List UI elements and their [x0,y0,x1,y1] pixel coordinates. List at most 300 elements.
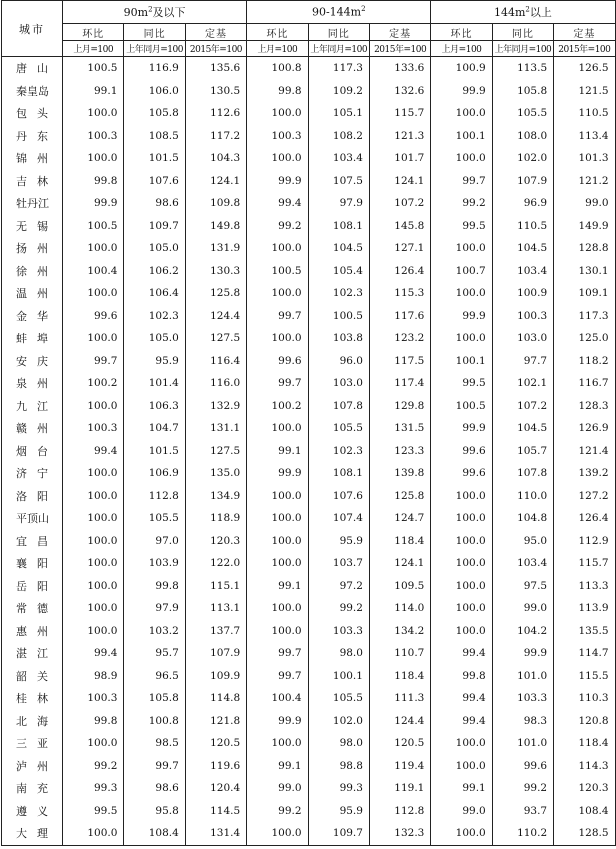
value-cell: 99.8 [247,80,308,103]
city-column-header: 城市 [2,1,63,57]
value-cell: 99.3 [308,777,369,800]
value-cell: 149.9 [554,215,615,238]
value-cell: 103.0 [308,372,369,395]
value-cell: 126.9 [554,417,615,440]
value-cell: 95.9 [308,530,369,553]
value-cell: 101.4 [124,372,185,395]
value-cell: 100.1 [431,350,492,373]
value-cell: 100.4 [247,687,308,710]
value-cell: 139.2 [554,462,615,485]
value-cell: 97.9 [124,597,185,620]
value-cell: 100.0 [63,597,124,620]
value-cell: 131.9 [185,237,246,260]
value-cell: 107.9 [185,642,246,665]
value-cell: 108.1 [308,215,369,238]
value-cell: 124.1 [369,170,430,193]
value-cell: 100.4 [63,260,124,283]
value-cell: 132.9 [185,395,246,418]
city-cell: 蚌埠 [2,327,63,350]
value-cell: 114.5 [185,800,246,823]
value-cell: 117.3 [554,305,615,328]
table-row [2,350,616,373]
metric-header: 定基 [369,24,430,41]
value-cell: 99.7 [124,755,185,778]
value-cell: 105.0 [124,327,185,350]
value-cell: 103.9 [124,552,185,575]
value-cell: 111.3 [369,687,430,710]
value-cell: 102.0 [492,147,553,170]
value-cell: 113.5 [492,57,553,80]
value-cell: 100.0 [431,282,492,305]
value-cell: 106.2 [124,260,185,283]
value-cell: 100.0 [431,732,492,755]
value-cell: 100.0 [247,620,308,643]
value-cell: 100.0 [431,620,492,643]
table-row [2,192,616,215]
value-cell: 117.2 [185,125,246,148]
value-cell: 125.0 [554,327,615,350]
city-cell: 遵义 [2,800,63,823]
value-cell: 105.5 [492,102,553,125]
base-header: 上月=100 [247,41,308,57]
value-cell: 104.3 [185,147,246,170]
value-cell: 95.7 [124,642,185,665]
value-cell: 100.0 [431,552,492,575]
value-cell: 109.1 [554,282,615,305]
table-row [2,530,616,553]
value-cell: 105.8 [492,80,553,103]
value-cell: 126.4 [369,260,430,283]
value-cell: 109.5 [369,575,430,598]
value-cell: 100.0 [63,147,124,170]
value-cell: 118.2 [554,350,615,373]
value-cell: 100.0 [431,530,492,553]
value-cell: 103.7 [308,552,369,575]
table-row [2,215,616,238]
value-cell: 95.8 [124,800,185,823]
value-cell: 107.6 [124,170,185,193]
base-header: 2015年=100 [185,41,246,57]
value-cell: 107.9 [492,170,553,193]
value-cell: 128.3 [554,395,615,418]
value-cell: 100.0 [431,755,492,778]
value-cell: 100.0 [431,507,492,530]
table-row [2,372,616,395]
table-row [2,57,616,80]
metric-header-row [2,24,616,41]
value-cell: 100.0 [431,822,492,845]
value-cell: 100.9 [492,282,553,305]
value-cell: 131.5 [369,417,430,440]
value-cell: 100.2 [63,372,124,395]
value-cell: 127.5 [185,440,246,463]
city-cell: 大理 [2,822,63,845]
value-cell: 105.8 [124,102,185,125]
value-cell: 100.3 [63,687,124,710]
value-cell: 99.2 [63,755,124,778]
value-cell: 121.3 [369,125,430,148]
value-cell: 121.8 [185,710,246,733]
value-cell: 105.8 [124,687,185,710]
value-cell: 105.5 [308,687,369,710]
value-cell: 100.7 [431,260,492,283]
value-cell: 104.2 [492,620,553,643]
value-cell: 104.7 [124,417,185,440]
value-cell: 103.4 [492,260,553,283]
table-row [2,552,616,575]
value-cell: 115.7 [554,552,615,575]
value-cell: 110.5 [554,102,615,125]
base-header: 上年同月=100 [124,41,185,57]
value-cell: 126.4 [554,507,615,530]
value-cell: 114.0 [369,597,430,620]
table-row [2,732,616,755]
value-cell: 100.0 [247,282,308,305]
value-cell: 122.0 [185,552,246,575]
value-cell: 120.5 [369,732,430,755]
value-cell: 99.5 [431,215,492,238]
value-cell: 126.5 [554,57,615,80]
value-cell: 100.0 [431,485,492,508]
value-cell: 100.0 [247,327,308,350]
city-cell: 九江 [2,395,63,418]
value-cell: 100.0 [63,237,124,260]
table-row [2,665,616,688]
value-cell: 120.8 [554,710,615,733]
value-cell: 99.3 [63,777,124,800]
value-cell: 134.2 [369,620,430,643]
metric-header: 同比 [308,24,369,41]
value-cell: 98.0 [308,642,369,665]
value-cell: 98.0 [308,732,369,755]
value-cell: 105.5 [308,417,369,440]
value-cell: 125.8 [369,485,430,508]
value-cell: 100.0 [63,282,124,305]
value-cell: 100.0 [431,597,492,620]
value-cell: 121.4 [554,440,615,463]
value-cell: 120.3 [185,530,246,553]
value-cell: 107.8 [492,462,553,485]
city-cell: 平顶山 [2,507,63,530]
value-cell: 129.8 [369,395,430,418]
base-header: 2015年=100 [554,41,615,57]
table-row [2,755,616,778]
value-cell: 100.0 [63,507,124,530]
value-cell: 102.3 [308,440,369,463]
value-cell: 107.8 [308,395,369,418]
value-cell: 97.9 [308,192,369,215]
value-cell: 105.0 [124,237,185,260]
value-cell: 125.8 [185,282,246,305]
value-cell: 101.5 [124,147,185,170]
value-cell: 98.5 [124,732,185,755]
value-cell: 109.7 [308,822,369,845]
value-cell: 99.2 [308,597,369,620]
value-cell: 99.0 [554,192,615,215]
group-header-medium: $90-144m^2$ [247,1,431,24]
table-row [2,305,616,328]
value-cell: 100.0 [247,147,308,170]
value-cell: 99.7 [247,665,308,688]
value-cell: 99.6 [431,462,492,485]
city-cell: 赣州 [2,417,63,440]
table-row [2,620,616,643]
city-cell: 惠州 [2,620,63,643]
value-cell: 105.4 [308,260,369,283]
value-cell: 109.9 [185,665,246,688]
value-cell: 107.2 [492,395,553,418]
base-header-row [2,41,616,57]
value-cell: 100.0 [247,597,308,620]
table-header [2,1,616,57]
value-cell: 99.4 [431,642,492,665]
value-cell: 99.9 [247,462,308,485]
base-header: 上月=100 [63,41,124,57]
group-header-small: $90m^2$及以下 [63,1,247,24]
value-cell: 121.2 [554,170,615,193]
table-row [2,507,616,530]
value-cell: 99.6 [247,350,308,373]
value-cell: 128.8 [554,237,615,260]
value-cell: 108.4 [554,800,615,823]
value-cell: 100.8 [124,710,185,733]
metric-header: 定基 [185,24,246,41]
value-cell: 137.7 [185,620,246,643]
value-cell: 118.9 [185,507,246,530]
value-cell: 102.1 [492,372,553,395]
value-cell: 110.5 [492,215,553,238]
value-cell: 99.5 [63,800,124,823]
value-cell: 139.8 [369,462,430,485]
table-row [2,462,616,485]
value-cell: 102.0 [308,710,369,733]
table-row [2,485,616,508]
value-cell: 98.6 [124,192,185,215]
value-cell: 96.0 [308,350,369,373]
value-cell: 99.9 [431,305,492,328]
value-cell: 100.0 [247,822,308,845]
value-cell: 99.4 [247,192,308,215]
city-cell: 北海 [2,710,63,733]
value-cell: 100.0 [63,395,124,418]
value-cell: 127.2 [554,485,615,508]
table-row [2,710,616,733]
value-cell: 96.9 [492,192,553,215]
value-cell: 130.5 [185,80,246,103]
value-cell: 135.5 [554,620,615,643]
value-cell: 108.2 [308,125,369,148]
value-cell: 99.7 [63,350,124,373]
value-cell: 99.8 [63,170,124,193]
value-cell: 127.5 [185,327,246,350]
city-cell: 吉林 [2,170,63,193]
value-cell: 135.0 [185,462,246,485]
value-cell: 100.0 [247,102,308,125]
value-cell: 124.7 [369,507,430,530]
base-header: 上月=100 [431,41,492,57]
value-cell: 100.5 [308,305,369,328]
city-cell: 秦皇岛 [2,80,63,103]
value-cell: 99.0 [492,597,553,620]
value-cell: 119.6 [185,755,246,778]
value-cell: 124.1 [369,552,430,575]
value-cell: 100.0 [63,530,124,553]
value-cell: 100.0 [247,552,308,575]
value-cell: 95.0 [492,530,553,553]
value-cell: 98.3 [492,710,553,733]
city-cell: 襄阳 [2,552,63,575]
value-cell: 98.8 [308,755,369,778]
value-cell: 99.4 [431,710,492,733]
value-cell: 113.4 [554,125,615,148]
value-cell: 114.8 [185,687,246,710]
value-cell: 97.0 [124,530,185,553]
value-cell: 131.4 [185,822,246,845]
value-cell: 100.0 [431,237,492,260]
value-cell: 119.4 [369,755,430,778]
city-cell: 湛江 [2,642,63,665]
value-cell: 104.8 [492,507,553,530]
value-cell: 108.1 [308,462,369,485]
table-row [2,102,616,125]
table-row [2,440,616,463]
value-cell: 118.4 [369,665,430,688]
value-cell: 99.7 [247,372,308,395]
value-cell: 100.0 [63,552,124,575]
value-cell: 112.9 [554,530,615,553]
city-cell: 无锡 [2,215,63,238]
value-cell: 130.3 [185,260,246,283]
value-cell: 133.6 [369,57,430,80]
value-cell: 109.7 [124,215,185,238]
value-cell: 99.1 [63,80,124,103]
value-cell: 99.9 [247,170,308,193]
value-cell: 101.0 [492,732,553,755]
value-cell: 115.7 [369,102,430,125]
value-cell: 123.3 [369,440,430,463]
metric-header: 同比 [124,24,185,41]
value-cell: 100.0 [63,822,124,845]
value-cell: 103.4 [308,147,369,170]
value-cell: 110.7 [369,642,430,665]
value-cell: 109.2 [308,80,369,103]
value-cell: 116.4 [185,350,246,373]
value-cell: 100.1 [308,665,369,688]
city-cell: 南充 [2,777,63,800]
value-cell: 99.4 [431,687,492,710]
table-row [2,260,616,283]
value-cell: 99.2 [492,777,553,800]
value-cell: 107.5 [308,170,369,193]
value-cell: 100.0 [247,530,308,553]
table-row [2,575,616,598]
value-cell: 99.9 [63,192,124,215]
value-cell: 99.2 [431,192,492,215]
value-cell: 103.2 [124,620,185,643]
value-cell: 106.9 [124,462,185,485]
city-cell: 泸州 [2,755,63,778]
value-cell: 99.0 [431,800,492,823]
value-cell: 108.5 [124,125,185,148]
value-cell: 100.8 [247,57,308,80]
value-cell: 99.6 [431,440,492,463]
value-cell: 116.7 [554,372,615,395]
value-cell: 115.5 [554,665,615,688]
value-cell: 103.3 [492,687,553,710]
value-cell: 100.0 [431,327,492,350]
value-cell: 100.0 [247,237,308,260]
city-cell: 扬州 [2,237,63,260]
table-row [2,800,616,823]
value-cell: 96.5 [124,665,185,688]
value-cell: 100.0 [431,102,492,125]
value-cell: 112.8 [369,800,430,823]
value-cell: 99.9 [492,642,553,665]
value-cell: 120.4 [185,777,246,800]
value-cell: 101.7 [369,147,430,170]
value-cell: 104.5 [492,237,553,260]
value-cell: 100.5 [431,395,492,418]
city-cell: 泉州 [2,372,63,395]
city-cell: 唐山 [2,57,63,80]
value-cell: 116.0 [185,372,246,395]
table-row [2,282,616,305]
city-cell: 牡丹江 [2,192,63,215]
city-cell: 洛阳 [2,485,63,508]
metric-header: 环比 [247,24,308,41]
value-cell: 99.5 [431,372,492,395]
city-cell: 锦州 [2,147,63,170]
value-cell: 99.7 [431,170,492,193]
value-cell: 118.4 [369,530,430,553]
value-cell: 99.8 [431,665,492,688]
value-cell: 102.3 [124,305,185,328]
value-cell: 120.3 [554,777,615,800]
value-cell: 117.6 [369,305,430,328]
value-cell: 100.3 [247,125,308,148]
city-cell: 金华 [2,305,63,328]
value-cell: 134.9 [185,485,246,508]
value-cell: 100.0 [63,575,124,598]
value-cell: 100.0 [63,732,124,755]
value-cell: 100.2 [247,395,308,418]
value-cell: 114.7 [554,642,615,665]
value-cell: 119.1 [369,777,430,800]
city-cell: 安庆 [2,350,63,373]
value-cell: 110.3 [554,687,615,710]
base-header: 上年同月=100 [308,41,369,57]
value-cell: 107.4 [308,507,369,530]
metric-header: 同比 [492,24,553,41]
value-cell: 101.5 [124,440,185,463]
value-cell: 99.8 [124,575,185,598]
group-header-large: $144m^2$以上 [431,1,615,24]
value-cell: 99.4 [63,642,124,665]
value-cell: 100.3 [492,305,553,328]
value-cell: 99.7 [247,642,308,665]
city-cell: 烟台 [2,440,63,463]
value-cell: 132.3 [369,822,430,845]
value-cell: 105.1 [308,102,369,125]
table-row [2,80,616,103]
value-cell: 103.3 [308,620,369,643]
table-row [2,395,616,418]
value-cell: 102.3 [308,282,369,305]
value-cell: 107.6 [308,485,369,508]
city-cell: 温州 [2,282,63,305]
city-cell: 桂林 [2,687,63,710]
price-index-table [1,0,616,846]
